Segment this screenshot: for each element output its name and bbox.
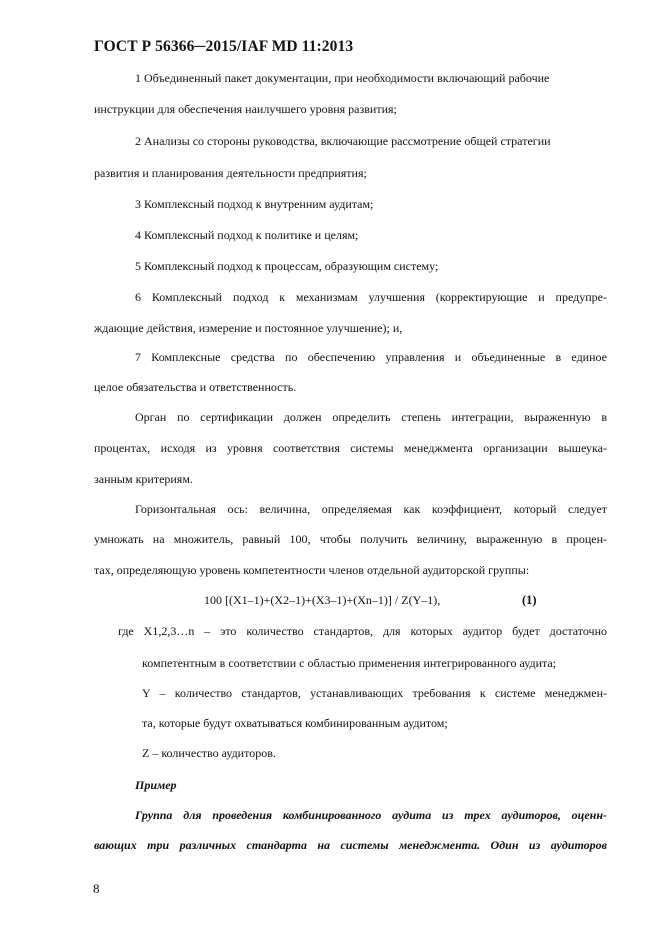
formula-number: (1) — [522, 593, 537, 607]
where-clause-line-5: Z – количество аудиторов. — [142, 746, 276, 760]
example-line-1: Группа для проведения комбинированного аудита из трех аудиторов, оценн- — [135, 808, 607, 822]
example-line-2: вающих три различных стандарта на системы менеджмента. Один из аудиторов — [94, 838, 607, 852]
where-clause-line-4: та, которые будут охватываться комбинированным аудитом; — [142, 716, 448, 730]
list-item-3: 3 Комплексный подход к внутренним аудитам; — [135, 197, 374, 211]
formula: 100 [(X1–1)+(X2–1)+(X3–1)+(Xn–1)] / Z(Y–1), — [204, 593, 441, 607]
list-item-1-line-2: инструкции для обеспечения наилучшего уровня развития; — [94, 102, 397, 116]
paragraph-integration-line-3: занным критериям. — [94, 472, 193, 486]
where-clause-line-3: Y – количество стандартов, устанавливающих требования к системе менеджмен- — [142, 686, 607, 700]
list-item-7-line-1: 7 Комплексные средства по обеспечению управления и объединенные в единое — [135, 350, 607, 364]
page-number: 8 — [93, 881, 100, 896]
paragraph-axis-line-1: Горизонтальная ось: величина, определяемая как коэффициент, который следует — [135, 502, 607, 516]
list-item-5: 5 Комплексный подход к процессам, образующим систему; — [135, 259, 439, 273]
list-item-2-line-1: 2 Анализы со стороны руководства, включающие рассмотрение общей стратегии — [135, 134, 551, 148]
paragraph-integration-line-2: процентах, исходя из уровня соответствия системы менеджмента организации вышеука- — [94, 441, 607, 455]
where-clause-line-1: где X1,2,3…n – это количество стандартов, для которых аудитор будет достаточно — [118, 624, 607, 638]
document-header: ГОСТ Р 56366─2015/IAF MD 11:2013 — [94, 38, 354, 55]
example-title: Пример — [135, 778, 177, 792]
list-item-2-line-2: развития и планирования деятельности предприятия; — [94, 166, 367, 180]
paragraph-axis-line-2: умножать на множитель, равный 100, чтобы получить величину, выраженную в процен- — [94, 532, 607, 546]
list-item-6-line-2: ждающие действия, измерение и постоянное улучшение); и, — [94, 321, 403, 335]
list-item-7-line-2: целое обязательства и ответственность. — [94, 380, 297, 394]
paragraph-axis-line-3: тах, определяющую уровень компетентности членов отдельной аудиторской группы: — [94, 563, 530, 577]
list-item-4: 4 Комплексный подход к политике и целям; — [135, 228, 359, 242]
list-item-6-line-1: 6 Комплексный подход к механизмам улучшения (корректирующие и предупре- — [135, 290, 607, 304]
list-item-1-line-1: 1 Объединенный пакет документации, при необходимости включающий рабочие — [135, 71, 550, 85]
paragraph-integration-line-1: Орган по сертификации должен определить степень интеграции, выраженную в — [135, 410, 607, 424]
where-clause-line-2: компетентным в соответствии с областью применения интегрированного аудита; — [142, 656, 557, 670]
